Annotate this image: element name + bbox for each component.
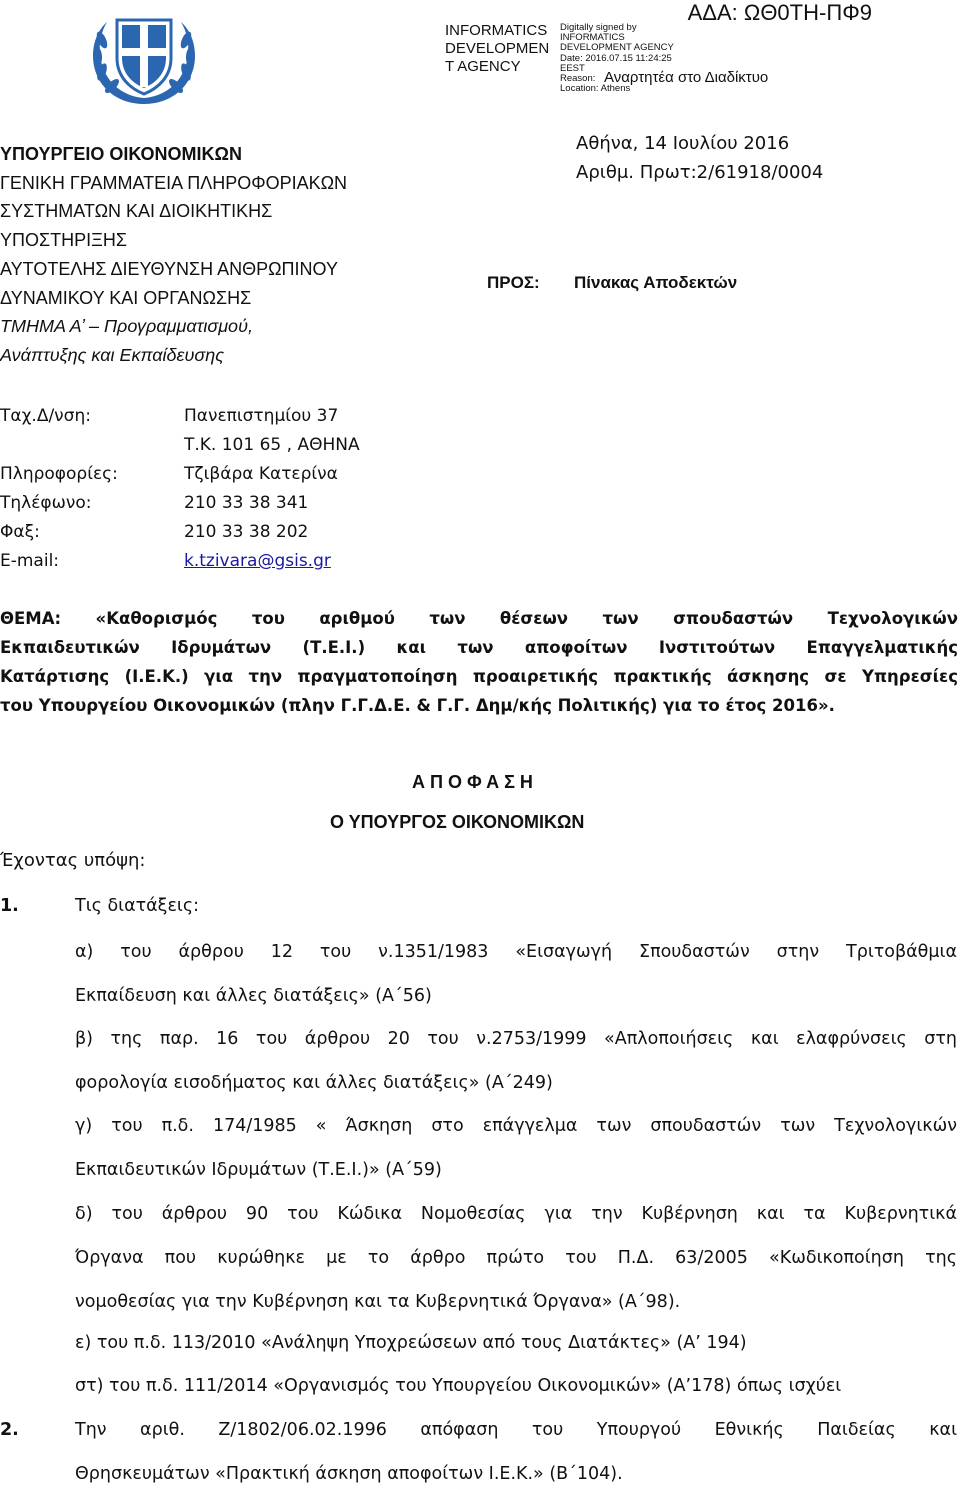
contact-value: Τ.Κ. 101 65 , ΑΘΗΝΑ (184, 435, 360, 455)
ministry-line: ΓΕΝΙΚΗ ΓΡΑΜΜΑΤΕΙΑ ΠΛΗΡΟΦΟΡΙΑΚΩΝ (0, 172, 348, 193)
ministry-line: ΤΜΗΜΑ Α’ – Προγραμματισμού, (0, 316, 253, 337)
sub-item-a (75, 930, 957, 1018)
sub-item-c (75, 1104, 957, 1192)
ada-code: ΑΔΑ: ΩΘ0ΤΗ-ΠΦ9 (687, 0, 872, 25)
signature-organization (445, 22, 549, 76)
sub-item-line: δ) του άρθρου 90 του Κώδικα Νομοθεσίας για την Κυβέρνηση και τα Κυβερνητικά (75, 1204, 957, 1224)
contact-value: Τζιβάρα Κατερίνα (184, 464, 338, 484)
sub-item-d (75, 1192, 957, 1324)
considering-heading: Έχοντας υπόψη: (0, 850, 146, 871)
protocol-number: Αριθμ. Πρωτ:2/61918/0004 (576, 162, 824, 183)
signature-org-line: DEVELOPMEN (445, 40, 550, 57)
sub-item-line: β) της παρ. 16 του άρθρου 20 του ν.2753/1999 «Απλοποιήσεις και ελαφρύνσεις στη (75, 1029, 957, 1049)
sub-item-b (75, 1017, 957, 1105)
contact-row (0, 402, 360, 431)
item-line: Θρησκευμάτων «Πρακτική άσκηση αποφοίτων Ι.Ε.Κ.» (Β΄104). (75, 1464, 623, 1484)
subject-line: Κατάρτισης (Ι.Ε.Κ.) για την πραγματοποίηση προαιρετικής πρακτικής άσκησης σε Υπηρεσίες (0, 667, 958, 686)
sub-item-line: α) του άρθρου 12 του ν.1351/1983 «Εισαγωγή Σπουδαστών στην Τριτοβάθμια (75, 942, 957, 962)
signature-org-line: INFORMATICS (445, 22, 548, 39)
contact-label: Φαξ: (0, 522, 40, 542)
date-block (576, 129, 823, 187)
sub-item-line: φορολογία εισοδήματος και άλλες διατάξεις» (Α΄249) (75, 1073, 553, 1093)
contact-row (0, 547, 360, 576)
item-number: 1. (0, 896, 19, 916)
signature-detail-line: Digitally signed by (560, 22, 637, 33)
contact-value: Πανεπιστημίου 37 (184, 406, 339, 426)
signature-detail-line: DEVELOPMENT AGENCY (560, 42, 674, 54)
signature-detail-line: Date: 2016.07.15 11:24:25 (560, 52, 672, 64)
ministry-line: ΣΥΣΤΗΜΑΤΩΝ ΚΑΙ ΔΙΟΙΚΗΤΙΚΗΣ (0, 201, 273, 222)
sub-item-line: Όργανα που κυρώθηκε με το άρθρο πρώτο του Π.Δ. 63/2005 «Κωδικοποίηση της (75, 1248, 957, 1268)
subject-paragraph (0, 604, 958, 720)
item-title: Τις διατάξεις: (75, 896, 199, 916)
ministry-line: ΔΥΝΑΜΙΚΟΥ ΚΑΙ ΟΡΓΑΝΩΣΗΣ (0, 287, 252, 308)
sub-item-line: γ) του π.δ. 174/1985 « Άσκηση στο επάγγελμα των σπουδαστών των Τεχνολογικών (75, 1116, 957, 1136)
contact-label: E-mail: (0, 551, 60, 571)
contact-value: 210 33 38 341 (184, 493, 309, 513)
sub-item-e: ε) του π.δ. 113/2010 «Ανάληψη Υποχρεώσεων από τους Διατάκτες» (Α’ 194) (75, 1333, 747, 1353)
contact-row (0, 460, 360, 489)
ministry-line: ΥΠΟΥΡΓΕΙΟ ΟΙΚΟΝΟΜΙΚΩΝ (0, 144, 242, 164)
recipients: Πίνακας Αποδεκτών (574, 273, 738, 292)
contact-label: Ταχ.Δ/νση: (0, 406, 91, 426)
subject-line: ΘΕΜΑ: «Καθορισμός του αριθμού των θέσεων των σπουδαστών Τεχνολογικών (0, 609, 958, 628)
subject-line: Εκπαιδευτικών Ιδρυμάτων (Τ.Ε.Ι.) και των αποφοίτων Ινστιτούτων Επαγγελματικής (0, 638, 958, 657)
greek-coat-of-arms-icon (85, 12, 203, 108)
signature-detail-line: Reason: (560, 73, 596, 85)
ministry-line: ΑΥΤΟΤΕΛΗΣ ΔΙΕΥΘΥΝΣΗ ΑΝΘΡΩΠΙΝΟΥ (0, 258, 338, 279)
to-label: ΠΡΟΣ: (487, 273, 540, 292)
signature-detail-line: INFORMATICS (560, 32, 625, 44)
item-2-text (75, 1408, 957, 1496)
contact-row (0, 489, 360, 518)
item-line: Την αριθ. Ζ/1802/06.02.1996 απόφαση του Υπουργού Εθνικής Παιδείας και (75, 1420, 957, 1440)
sub-item-line: νομοθεσίας για την Κυβέρνηση και τα Κυβερνητικά Όργανα» (Α΄98). (75, 1292, 681, 1312)
email-link[interactable]: k.tzivara@gsis.gr (184, 551, 331, 571)
signature-detail-line: Location: Athens (560, 83, 631, 95)
contact-label: Τηλέφωνο: (0, 493, 92, 513)
decision-title: Α Π Ο Φ Α Σ Η (412, 772, 533, 792)
contact-block (0, 402, 360, 576)
contact-row (0, 518, 360, 547)
ministry-header (0, 140, 347, 370)
minister-title: Ο ΥΠΟΥΡΓΟΣ ΟΙΚΟΝΟΜΙΚΩΝ (330, 812, 585, 832)
sub-item-line: Εκπαίδευση και άλλες διατάξεις» (Α΄56) (75, 986, 432, 1006)
sub-item-f: στ) του π.δ. 111/2014 «Οργανισμός του Υπουργείου Οικονομικών» (Α’178) όπως ισχύει (75, 1376, 842, 1396)
contact-row (0, 431, 360, 460)
item-number: 2. (0, 1420, 19, 1440)
contact-label: Πληροφορίες: (0, 464, 118, 484)
signature-detail-line: EEST (560, 62, 585, 74)
contact-value: 210 33 38 202 (184, 522, 309, 542)
contact-label (0, 431, 184, 460)
posted-online-note: Αναρτητέα στο Διαδίκτυο (604, 69, 769, 86)
ministry-line: Ανάπτυξης και Εκπαίδευσης (0, 344, 224, 365)
subject-line: του Υπουργείου Οικονομικών (πλην Γ.Γ.Δ.Ε. & Γ.Γ. Δημ/κής Πολιτικής) για το έτος 2016». (0, 696, 835, 715)
sub-item-line: Εκπαιδευτικών Ιδρυμάτων (Τ.Ε.Ι.)» (Α΄59) (75, 1160, 442, 1180)
ministry-line: ΥΠΟΣΤΗΡΙΞΗΣ (0, 230, 127, 251)
signature-org-line: T AGENCY (445, 58, 521, 75)
document-date: Αθήνα, 14 Ιουλίου 2016 (576, 133, 790, 154)
